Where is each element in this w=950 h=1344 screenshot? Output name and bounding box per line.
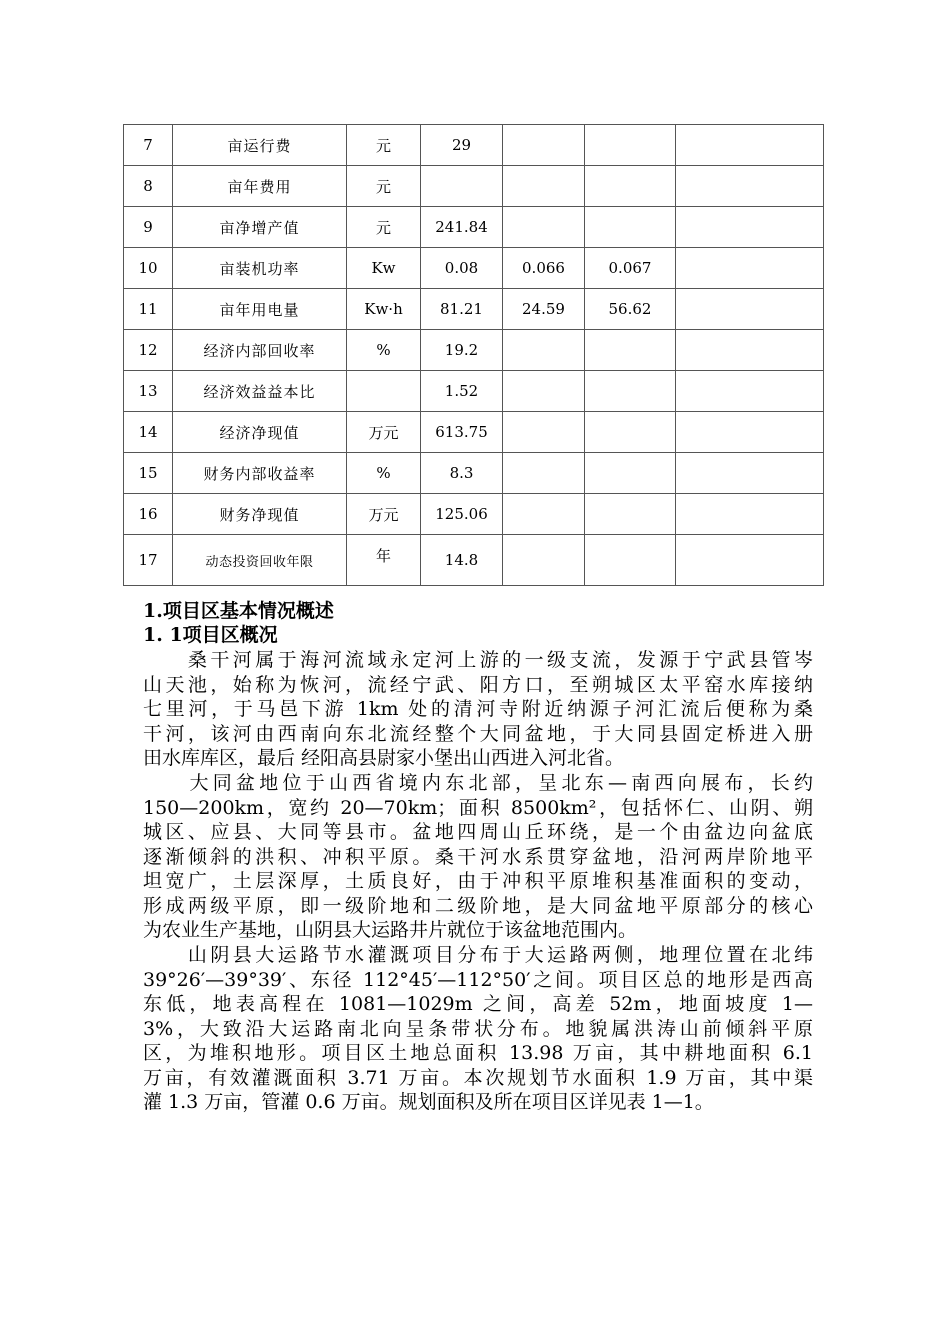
value-cell: 0.066 [503, 248, 585, 289]
value-cell: 14.8 [421, 535, 503, 586]
value-cell [676, 289, 824, 330]
row-number-cell: 17 [124, 535, 173, 586]
paragraph-line: 桑干河属于海河流域永定河上游的一级支流，发源于宁武县管岑 [143, 649, 813, 671]
paragraph-project-area [143, 943, 813, 1115]
paragraph-line: 山阴县大运路节水灌溉项目分布于大运路两侧，地理位置在北纬 [143, 944, 813, 966]
unit-cell: 元 [347, 125, 421, 166]
paragraph-line: 39°26′—39°39′、东径 112°45′—112°50′之间。项目区总的地形是西高 [143, 968, 813, 991]
unit-cell [347, 371, 421, 412]
unit-cell: 元 [347, 207, 421, 248]
row-number-cell: 16 [124, 494, 173, 535]
unit-cell: % [347, 453, 421, 494]
row-number-cell: 11 [124, 289, 173, 330]
indicator-name-cell: 亩净增产值 [173, 207, 347, 248]
value-cell: 24.59 [503, 289, 585, 330]
table-row [124, 289, 824, 330]
value-cell [585, 125, 676, 166]
unit-cell: Kw·h [347, 289, 421, 330]
row-number-cell: 15 [124, 453, 173, 494]
paragraph-line: 万亩，有效灌溉面积 3.71 万亩。本次规划节水面积 1.9 万亩，其中渠 [143, 1066, 813, 1089]
value-cell: 56.62 [585, 289, 676, 330]
value-cell [585, 330, 676, 371]
indicator-name-cell: 经济效益益本比 [173, 371, 347, 412]
value-cell [503, 535, 585, 586]
paragraph-line: 3%，大致沿大运路南北向呈条带状分布。地貌属洪涛山前倾斜平原 [143, 1017, 813, 1040]
value-cell [503, 453, 585, 494]
value-cell [676, 412, 824, 453]
value-cell [676, 453, 824, 494]
paragraph-datong-basin [143, 771, 813, 943]
table-row [124, 371, 824, 412]
paragraph-line: 150—200km，宽约 20—70km；面积 8500km²，包括怀仁、山阴、朔 [143, 796, 813, 819]
table-row [124, 453, 824, 494]
paragraph-line: 城区、应县、大同等县市。盆地四周山丘环绕，是一个由盆边向盆底 [143, 821, 813, 843]
value-cell [585, 453, 676, 494]
value-cell [676, 248, 824, 289]
paragraph-line: 坦宽广，土层深厚，土质良好，由于冲积平原堆积基准面积的变动， [143, 870, 813, 892]
value-cell [421, 166, 503, 207]
value-cell [503, 125, 585, 166]
table-row [124, 125, 824, 166]
value-cell: 29 [421, 125, 503, 166]
value-cell: 19.2 [421, 330, 503, 371]
table-row [124, 207, 824, 248]
value-cell: 125.06 [421, 494, 503, 535]
value-cell [676, 330, 824, 371]
value-cell [585, 371, 676, 412]
unit-cell: 万元 [347, 412, 421, 453]
value-cell [676, 207, 824, 248]
paragraph-line: 田水库库区，最后 经阳高县尉家小堡出山西进入河北省。 [143, 747, 625, 769]
paragraph-sanggan-river [143, 648, 813, 771]
value-cell [585, 166, 676, 207]
row-number-cell: 7 [124, 125, 173, 166]
value-cell: 613.75 [421, 412, 503, 453]
value-cell: 8.3 [421, 453, 503, 494]
paragraph-line: 形成两级平原，即一级阶地和二级阶地，是大同盆地平原部分的核心 [143, 894, 813, 917]
value-cell [585, 207, 676, 248]
unit-cell: 元 [347, 166, 421, 207]
row-number-cell: 13 [124, 371, 173, 412]
unit-cell: % [347, 330, 421, 371]
indicator-name-cell: 财务内部收益率 [173, 453, 347, 494]
paragraph-line: 七里河，于马邑下游 1km 处的清河寺附近纳源子河汇流后便称为桑 [143, 698, 813, 720]
paragraph-line: 干河，该河由西南向东北流经整个大同盆地，于大同县固定桥进入册 [143, 722, 813, 745]
value-cell: 81.21 [421, 289, 503, 330]
indicator-name-cell: 亩装机功率 [173, 248, 347, 289]
value-cell [503, 494, 585, 535]
table-row [124, 166, 824, 207]
value-cell [503, 166, 585, 207]
indicator-name-cell: 经济内部回收率 [173, 330, 347, 371]
value-cell [585, 535, 676, 586]
value-cell [503, 371, 585, 412]
value-cell [503, 207, 585, 248]
row-number-cell: 8 [124, 166, 173, 207]
paragraph-line: 东低，地表高程在 1081—1029m 之间，高差 52m，地面坡度 1— [143, 993, 813, 1015]
row-number-cell: 9 [124, 207, 173, 248]
table-row [124, 330, 824, 371]
value-cell [503, 412, 585, 453]
table-row [124, 248, 824, 289]
indicator-name-cell: 亩年费用 [173, 166, 347, 207]
indicator-name-cell: 经济净现值 [173, 412, 347, 453]
value-cell [676, 371, 824, 412]
value-cell: 0.08 [421, 248, 503, 289]
indicator-name-cell: 亩年用电量 [173, 289, 347, 330]
value-cell [676, 535, 824, 586]
value-cell [503, 330, 585, 371]
value-cell: 241.84 [421, 207, 503, 248]
paragraph-line: 山天池，始称为恢河，流经宁武、阳方口，至朔城区太平窑水库接纳 [143, 673, 813, 696]
value-cell [585, 494, 676, 535]
paragraph-line: 区，为堆积地形。项目区土地总面积 13.98 万亩，其中耕地面积 6.1 [143, 1042, 813, 1064]
unit-cell: 万元 [347, 494, 421, 535]
value-cell [676, 494, 824, 535]
indicator-table [123, 124, 824, 586]
indicator-name-cell: 亩运行费 [173, 125, 347, 166]
unit-cell: 年 [347, 535, 421, 586]
table-row [124, 412, 824, 453]
row-number-cell: 10 [124, 248, 173, 289]
paragraph-line: 为农业生产基地，山阴县大运路井片就位于该盆地范围内。 [143, 919, 638, 941]
value-cell: 1.52 [421, 371, 503, 412]
value-cell [585, 412, 676, 453]
table-row [124, 494, 824, 535]
paragraph-line: 灌 1.3 万亩，管灌 0.6 万亩。规划面积及所在项目区详见表 1—1。 [143, 1091, 714, 1113]
unit-cell: Kw [347, 248, 421, 289]
section-heading: 1.项目区基本情况概述 [143, 600, 334, 622]
paragraph-line: 逐渐倾斜的洪积、冲积平原。桑干河水系贯穿盆地，沿河两岸阶地平 [143, 845, 813, 868]
value-cell [676, 125, 824, 166]
table-row [124, 535, 824, 586]
indicator-name-cell: 动态投资回收年限 [173, 535, 347, 586]
paragraph-line: 大同盆地位于山西省境内东北部，呈北东—南西向展布，长约 [143, 772, 813, 794]
row-number-cell: 12 [124, 330, 173, 371]
row-number-cell: 14 [124, 412, 173, 453]
indicator-table-body [124, 125, 824, 586]
value-cell [676, 166, 824, 207]
value-cell: 0.067 [585, 248, 676, 289]
subsection-heading: 1. 1项目区概况 [143, 624, 278, 646]
indicator-name-cell: 财务净现值 [173, 494, 347, 535]
